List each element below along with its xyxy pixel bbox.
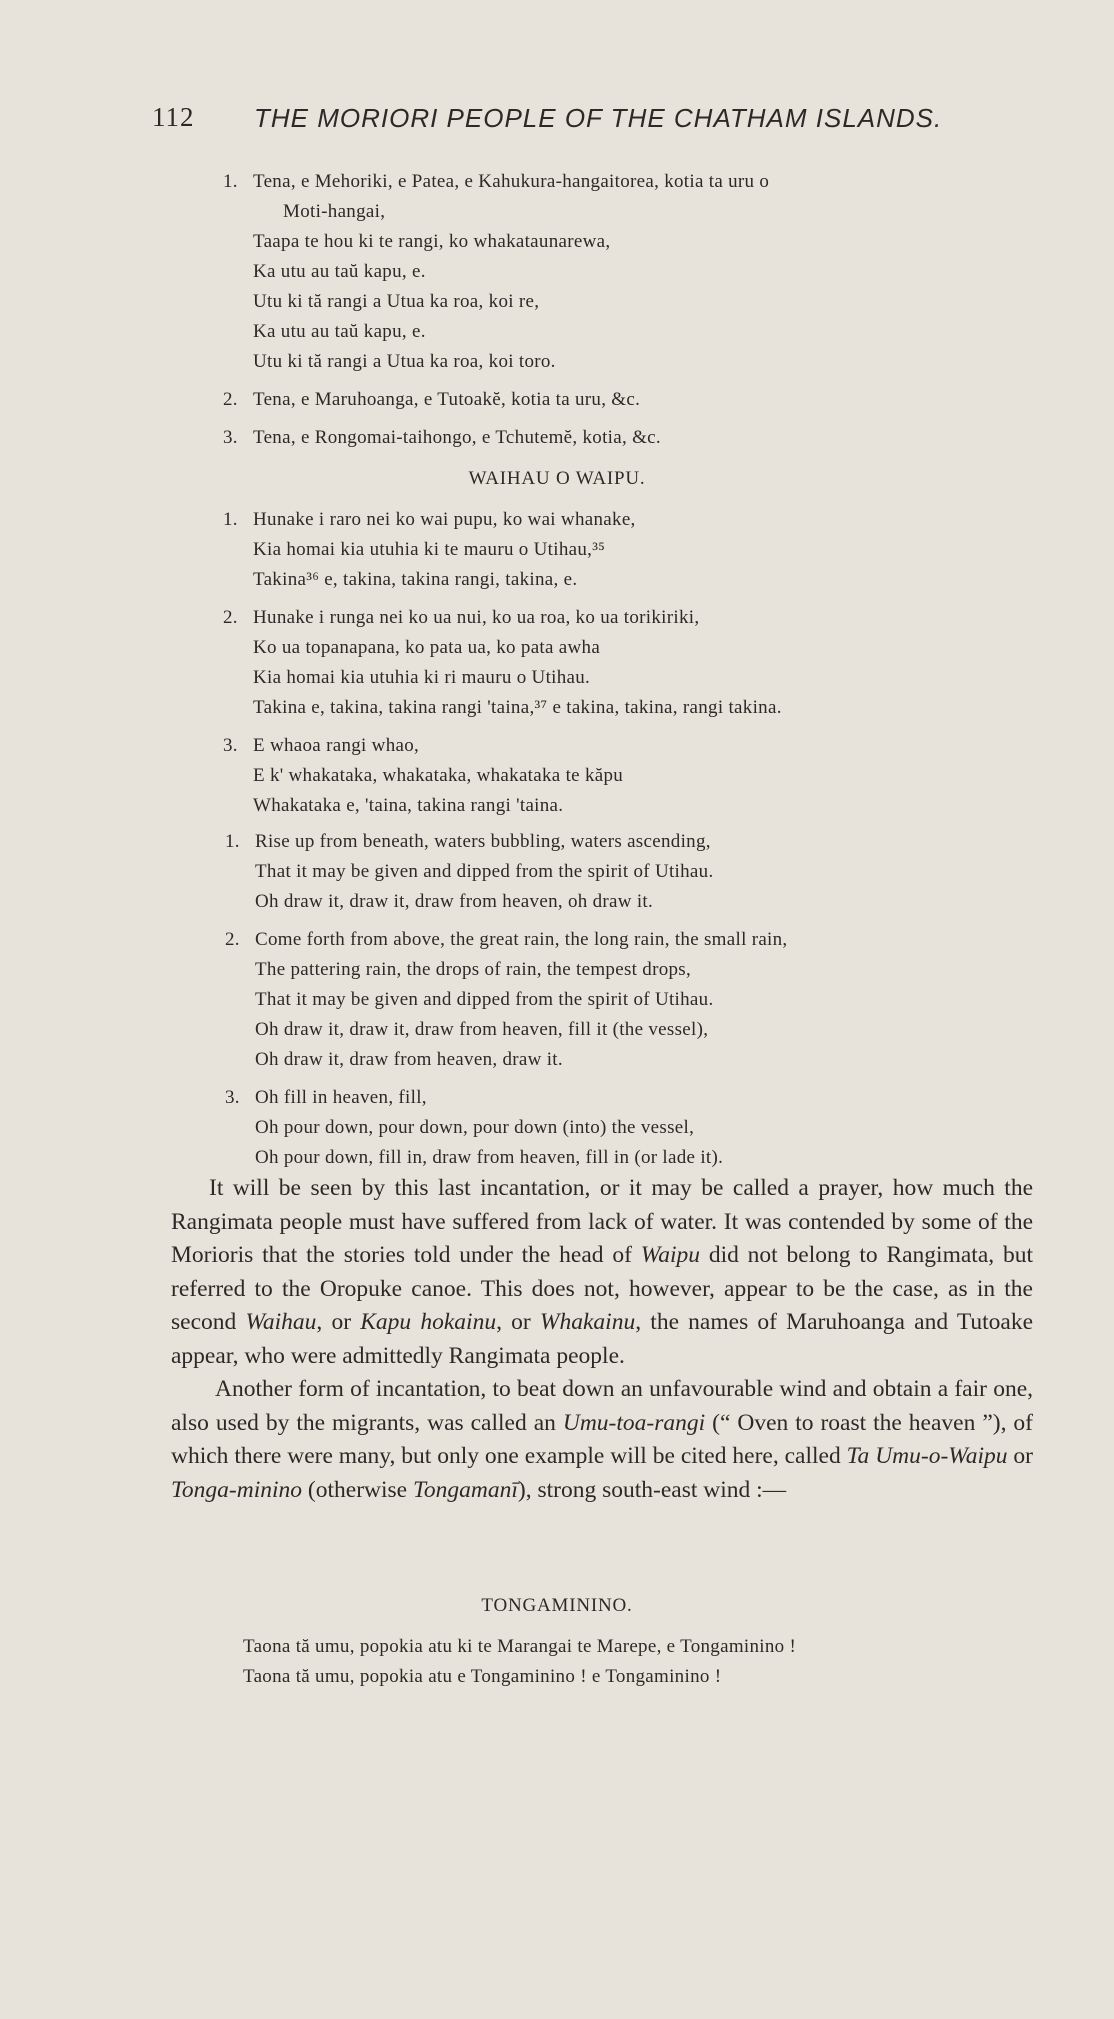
- stanza-number: 1.: [225, 831, 240, 852]
- prose-body: [171, 1172, 1033, 1507]
- stanza-3: [223, 423, 769, 453]
- verse-line: Ka utu au taŭ kapu, e.: [253, 321, 426, 342]
- term-italic: Tonga-minino: [171, 1476, 303, 1503]
- paragraph-1: [171, 1172, 1033, 1373]
- verse-line: Kia homai kia utuhia ki ri mauru o Utihau.: [253, 667, 591, 688]
- term-italic: Whakainu: [539, 1309, 636, 1335]
- verse-line: Taapa te hou ki te rangi, ko whakataunarewa,: [253, 231, 611, 252]
- text-run: (otherwise: [302, 1476, 413, 1503]
- paragraph-2: [171, 1373, 1033, 1507]
- verse-line: Oh draw it, draw it, draw from heaven, oh draw it.: [255, 891, 654, 912]
- stanza-number: 2.: [225, 929, 240, 950]
- song-tongaminino: [243, 1632, 796, 1692]
- verse-line: Tena, e Rongomai-taihongo, e Tchutemĕ, kotia, &c.: [253, 427, 661, 448]
- term-italic: Ta Umu-o-Waipu: [846, 1443, 1008, 1469]
- verse-line: Kia homai kia utuhia ki te mauru o Utihau,³⁵: [253, 539, 606, 560]
- verse-line: Taona tă umu, popokia atu e Tongaminino ! e Tongaminino !: [243, 1666, 722, 1687]
- verse-line: E k' whakataka, whakataka, whakataka te kăpu: [253, 765, 624, 786]
- term-italic: Tongamanī: [412, 1476, 518, 1503]
- stanza-1: [225, 827, 787, 917]
- verse-line: Hunake i runga nei ko ua nui, ko ua roa, ko ua torikiriki,: [253, 607, 700, 628]
- stanza-1: [223, 505, 782, 595]
- verse-line: That it may be given and dipped from the spirit of Utihau.: [255, 989, 714, 1010]
- verse-line: Hunake i raro nei ko wai pupu, ko wai whanake,: [253, 509, 636, 530]
- verse-line: Oh draw it, draw from heaven, draw it.: [255, 1049, 563, 1070]
- verse-line: Come forth from above, the great rain, the long rain, the small rain,: [255, 929, 788, 950]
- verse-line: Takina³⁶ e, takina, takina rangi, takina, e.: [253, 569, 578, 590]
- stanza-number: 3.: [225, 1087, 240, 1108]
- verse-line: Whakataka e, 'taina, takina rangi 'taina.: [253, 795, 564, 816]
- verse-line: Moti-hangai,: [283, 201, 386, 222]
- verse-line: Tena, e Mehoriki, e Patea, e Kahukura-hangaitorea, kotia ta uru o: [253, 171, 770, 192]
- text-run: , the names of Maruhoanga and Tutoake appear, who were admittedly Rangimata people.: [171, 1309, 1033, 1369]
- text-run: , or: [496, 1309, 540, 1335]
- term-italic: Waihau: [245, 1309, 317, 1335]
- translation: [225, 827, 787, 1181]
- text-run: did not belong to Rangimata, but referred to the Oropuke canoe. This does not, however, appear to be the case, as in the second: [171, 1242, 1033, 1335]
- stanza-3: [225, 1083, 787, 1173]
- term-italic: Waipu: [640, 1242, 700, 1268]
- verse-line: Tena, e Maruhoanga, e Tutoakĕ, kotia ta uru, &c.: [253, 389, 641, 410]
- page-header: [152, 102, 982, 142]
- text-run: Another form of incantation, to beat down an unfavourable wind and obtain a fair one, also used by the migrants, was called an: [171, 1376, 1033, 1436]
- song-1: [223, 167, 769, 461]
- text-run: (“ Oven to roast the heaven ”), of which there were many, but only one example will be cited here, called: [171, 1409, 1033, 1469]
- verse-line: Oh pour down, fill in, draw from heaven, fill in (or lade it).: [255, 1147, 724, 1168]
- stanza-number: 3.: [223, 427, 238, 448]
- verse-line: Utu ki tă rangi a Utua ka roa, koi toro.: [253, 351, 556, 372]
- verse-line: Oh fill in heaven, fill,: [255, 1087, 427, 1108]
- stanza-2: [225, 925, 787, 1075]
- stanza-number: 2.: [223, 389, 238, 410]
- verse-line: The pattering rain, the drops of rain, the tempest drops,: [255, 959, 692, 980]
- section-title-waihau: WAIHAU O WAIPU.: [468, 468, 646, 489]
- stanza-2: [223, 385, 769, 415]
- song-waihau: [223, 505, 782, 829]
- text-run: ), strong south-east wind :—: [517, 1476, 787, 1503]
- stanza-number: 1.: [223, 171, 238, 192]
- verse-line: Ko ua topanapana, ko pata ua, ko pata awha: [253, 637, 601, 658]
- stanza-3: [223, 731, 782, 821]
- text-run: or: [1007, 1443, 1034, 1469]
- running-title: THE MORIORI PEOPLE OF THE CHATHAM ISLANDS.: [254, 103, 943, 133]
- verse-line: Taona tă umu, popokia atu ki te Marangai te Marepe, e Tongaminino !: [243, 1636, 797, 1657]
- verse-line: Takina e, takina, takina rangi 'taina,³⁷ e takina, takina, rangi takina.: [253, 697, 782, 718]
- verse-line: Oh pour down, pour down, pour down (into) the vessel,: [255, 1117, 695, 1138]
- stanza-1: [223, 167, 769, 377]
- verse-line: Rise up from beneath, waters bubbling, waters ascending,: [255, 831, 711, 852]
- stanza-number: 3.: [223, 735, 238, 756]
- text-run: , or: [316, 1309, 361, 1335]
- stanza-2: [223, 603, 782, 723]
- term-italic: Kapu hokainu: [360, 1309, 497, 1335]
- page-number: 112: [152, 102, 195, 132]
- verse-line: That it may be given and dipped from the spirit of Utihau.: [255, 861, 714, 882]
- verse-line: E whaoa rangi whao,: [253, 735, 420, 756]
- verse-line: Oh draw it, draw it, draw from heaven, fill it (the vessel),: [255, 1019, 709, 1040]
- verse-line: Ka utu au taŭ kapu, e.: [253, 261, 426, 282]
- verse-line: Utu ki tă rangi a Utua ka roa, koi re,: [253, 291, 540, 312]
- text-run: It will be seen by this last incantation, or it may be called a prayer, how much the Rangimata people must have suffered from lack of water. It was contended by some of the Morioris that the stories told under the head of: [171, 1175, 1033, 1268]
- stanza-number: 2.: [223, 607, 238, 628]
- section-title-tongaminino: TONGAMININO.: [481, 1595, 633, 1616]
- term-italic: Umu-toa-rangi: [562, 1409, 706, 1436]
- stanza-number: 1.: [223, 509, 238, 530]
